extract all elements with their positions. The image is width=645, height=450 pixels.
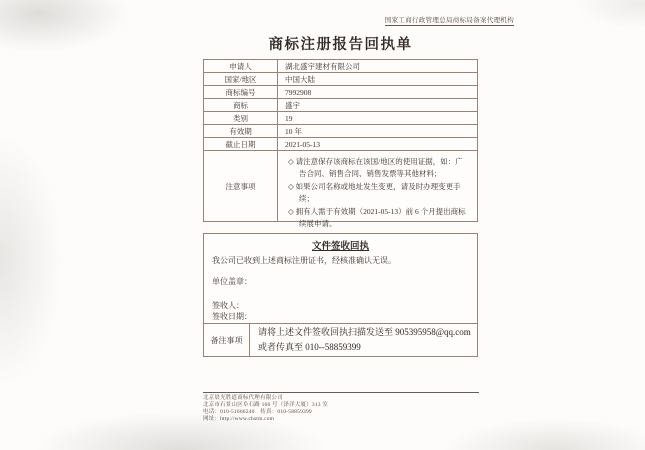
table-row-deadline (204, 138, 477, 151)
trademark-info-table (203, 59, 478, 228)
table-row-trademark-number (204, 86, 477, 99)
receipt-signoff-section (203, 233, 478, 357)
agency-footer (203, 392, 479, 423)
remark-line-fax: 或者传真至 010--58859399 (258, 342, 361, 352)
table-row-class (204, 112, 477, 125)
row-value: 10 年 (285, 126, 302, 136)
sign-date-label: 签收日期： (212, 312, 252, 321)
note-item: ◇ 如果公司名称或地址发生变更，请及时办理变更手续； (288, 182, 461, 203)
remark-row (204, 323, 477, 356)
row-label: 截止日期 (204, 138, 278, 150)
receipt-section-title-text: 文件签收回执 (311, 242, 369, 252)
row-value: 7992908 (285, 87, 312, 97)
row-label: 有效期 (204, 125, 278, 137)
remark-label: 备注事项 (204, 324, 250, 356)
note-item: ◇ 请注意保存该商标在该国/地区的使用证据，如：广告合同、销售合同、销售发票等其他材料； (288, 157, 463, 178)
row-value: 19 (285, 113, 293, 123)
footer-company: 北京晨光胜道商标代理有限公司 (203, 395, 283, 401)
note-item: ◇ 拥有人需于有效期（2021-05-13）前 6 个月提出商标续展申请。 (288, 207, 466, 228)
row-value: 中国大陆 (285, 74, 315, 84)
row-value: 2021-05-13 (285, 139, 320, 149)
page-title: 商标注册报告回执单 (268, 37, 413, 53)
row-label: 申请人 (204, 60, 278, 72)
notes-label: 注意事项 (204, 151, 278, 221)
confirmation-text: 我公司已收到上述商标注册证书，经核准确认无误。 (212, 256, 396, 265)
remark-content (250, 324, 477, 356)
notes-list (278, 151, 477, 228)
table-row-applicant (204, 60, 477, 73)
remark-line-email: 请将上述文件签收回执扫描发送至 905395958@qq.com (258, 327, 471, 337)
footer-address: 北京市石景山区阜石路 166 号（泽洋大厦）313 室 (203, 401, 329, 408)
receipt-section-title (204, 238, 477, 252)
row-label: 国家/地区 (204, 73, 278, 85)
signer-label: 签收人： (212, 301, 244, 310)
stamp-label: 单位盖章： (212, 277, 252, 286)
row-value: 盛宇 (285, 100, 300, 110)
table-row-trademark (204, 99, 477, 112)
row-label: 商标编号 (204, 86, 278, 98)
agency-header: 国家工商行政管理总局商标局备案代理机构 (384, 17, 514, 24)
footer-phone-fax: 电话：010-51666240 传真：010-58859399 (203, 408, 312, 415)
table-row-validity (204, 125, 477, 138)
table-row-notes (204, 151, 477, 228)
row-label: 类别 (204, 112, 278, 124)
row-label: 商标 (204, 99, 278, 111)
footer-website: 网址：http://www.chstm.com (203, 415, 275, 422)
table-row-country (204, 73, 477, 86)
row-value: 湖北盛宇建材有限公司 (285, 61, 360, 71)
